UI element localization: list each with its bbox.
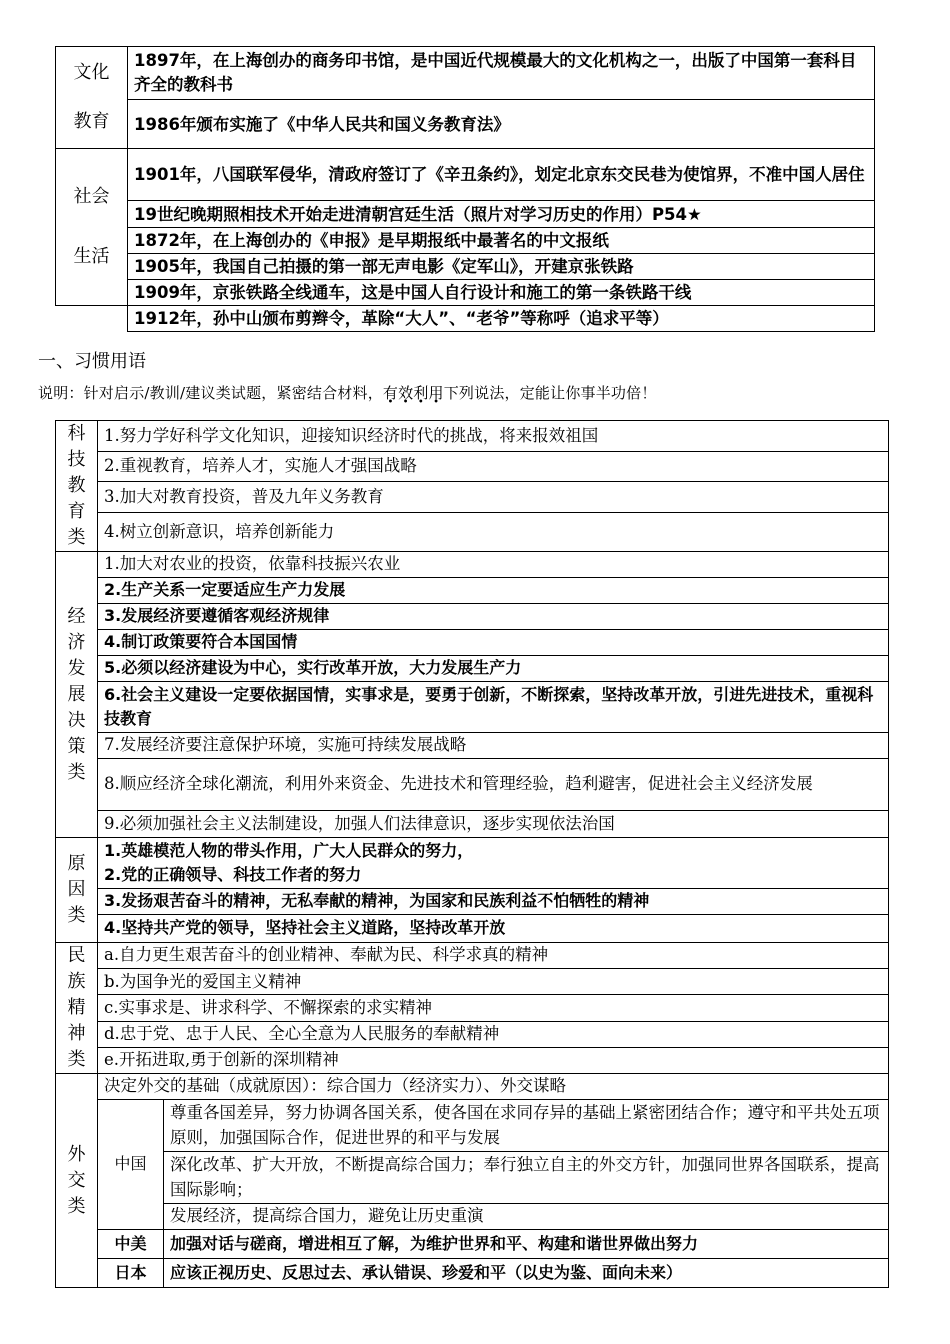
history-table: [55, 46, 875, 332]
table-row: 1912年，孙中山颁布剪辫令，革除“大人”、“老爷”等称呼（追求平等）: [128, 306, 875, 332]
table-row: 1.努力学好科学文化知识，迎接知识经济时代的挑战，将来报效祖国: [98, 421, 889, 452]
table-row: 应该正视历史、反思过去、承认错误、珍爱和平（以史为鉴、面向未来）: [164, 1259, 889, 1288]
table-row: 深化改革、扩大开放，不断提高综合国力；奉行独立自主的外交方针，加强同世界各国联系，提高国际影响；: [164, 1152, 889, 1204]
category-social-life: [56, 149, 128, 306]
category-label: 教育: [73, 111, 110, 132]
category-label: 社会: [73, 186, 110, 207]
table-row: 4.制订政策要符合本国国情: [98, 630, 889, 656]
table-row: 1909年，京张铁路全线通车，这是中国人自行设计和施工的第一条铁路干线: [128, 280, 875, 306]
table-row: 1.加大对农业的投资，依靠科技振兴农业: [98, 552, 889, 578]
category-culture-education: [56, 47, 128, 149]
note-emphasis: [383, 384, 444, 402]
table-row: 发展经济，提高综合国力，避免让历史重演: [164, 1204, 889, 1230]
subcategory-china-us: 中美: [98, 1230, 164, 1259]
category-economy-policy: [56, 552, 98, 838]
table-row: 3.加大对教育投资，普及九年义务教育: [98, 482, 889, 513]
subcategory-china: 中国: [98, 1100, 164, 1230]
table-row: 4.坚持共产党的领导，坚持社会主义道路，坚持改革开放: [98, 915, 889, 943]
table-row: 1986年颁布实施了《中华人民共和国义务教育法》: [128, 100, 875, 149]
emphasis-char: 用: [428, 384, 444, 402]
row-line: 2.党的正确领导、科技工作者的努力: [104, 865, 362, 884]
note-text: 下列说法，定能让你事半功倍！: [443, 384, 657, 402]
table-row: 19世纪晚期照相技术开始走进清朝宫廷生活（照片对学习历史的作用）P54★: [128, 201, 875, 228]
table-row: d.忠于党、忠于人民、全心全意为人民服务的奉献精神: [98, 1021, 889, 1047]
table-row: a.自力更生艰苦奋斗的创业精神、奉献为民、科学求真的精神: [98, 943, 889, 969]
table-row: 9.必须加强社会主义法制建设，加强人们法律意识，逐步实现依法治国: [98, 811, 889, 838]
category-cause: [56, 838, 98, 943]
category-label: 科技教育类: [67, 423, 86, 548]
table-row: 4.树立创新意识，培养创新能力: [98, 512, 889, 551]
table-row: 3.发扬艰苦奋斗的精神，无私奉献的精神，为国家和民族利益不怕牺牲的精神: [98, 889, 889, 915]
table-row: 决定外交的基础（成就原因）：综合国力（经济实力）、外交谋略: [98, 1074, 889, 1100]
category-label: 文化: [73, 62, 110, 83]
category-diplomacy: [56, 1074, 98, 1288]
table-row: 6.社会主义建设一定要依据国情，实事求是，要勇于创新，不断探索，坚持改革开放，引进先进技术，重视科技教育: [98, 682, 889, 733]
table-row: [98, 838, 889, 889]
table-row: 1872年，在上海创办的《申报》是早期报纸中最著名的中文报纸: [128, 228, 875, 254]
table-row: 2.生产关系一定要适应生产力发展: [98, 578, 889, 604]
section-note: [38, 382, 657, 403]
table-row: 7.发展经济要注意保护环境，实施可持续发展战略: [98, 733, 889, 759]
table-row: 8.顺应经济全球化潮流，利用外来资金、先进技术和管理经验，趋利避害，促进社会主义经济发展: [98, 759, 889, 811]
table-row: 1901年，八国联军侵华，清政府签订了《辛丑条约》，划定北京东交民巷为使馆界，不准中国人居住: [128, 149, 875, 201]
row-line: 1.英雄模范人物的带头作用，广大人民群众的努力，: [104, 841, 474, 860]
table-row: 尊重各国差异，努力协调各国关系，使各国在求同存异的基础上紧密团结合作；遵守和平共处五项原则，加强国际合作，促进世界的和平与发展: [164, 1100, 889, 1152]
category-label: 生活: [73, 246, 110, 267]
subcategory-japan: 日本: [98, 1259, 164, 1288]
phrases-table: [55, 420, 889, 1288]
section-heading: 一、习惯用语: [38, 351, 146, 372]
table-row: 1905年，我国自己拍摄的第一部无声电影《定军山》，开建京张铁路: [128, 254, 875, 280]
table-row: b.为国争光的爱国主义精神: [98, 969, 889, 995]
table-row: 1897年，在上海创办的商务印书馆，是中国近代规模最大的文化机构之一，出版了中国第一套科目齐全的教科书: [128, 47, 875, 100]
table-row: c.实事求是、讲求科学、不懈探索的求实精神: [98, 995, 889, 1021]
emphasis-char: 利: [413, 384, 429, 402]
table-row: 加强对话与磋商，增进相互了解，为维护世界和平、构建和谐世界做出努力: [164, 1230, 889, 1259]
table-row: 2.重视教育，培养人才，实施人才强国战略: [98, 451, 889, 482]
category-label: 外交类: [67, 1143, 86, 1217]
note-text: 说明：针对启示/教训/建议类试题，紧密结合材料，: [38, 384, 383, 402]
category-label: 民族精神类: [67, 945, 86, 1070]
category-label: 原因类: [67, 853, 86, 926]
emphasis-char: 有: [382, 384, 399, 402]
table-row: 5.必须以经济建设为中心，实行改革开放，大力发展生产力: [98, 656, 889, 682]
category-national-spirit: [56, 943, 98, 1074]
table-row: e.开拓进取,勇于创新的深圳精神: [98, 1047, 889, 1073]
table-row: 3.发展经济要遵循客观经济规律: [98, 604, 889, 630]
emphasis-char: 效: [398, 384, 414, 402]
category-label: 经济发展决策类: [67, 605, 86, 783]
category-science-education: [56, 421, 98, 552]
empty-cell: [56, 306, 128, 332]
